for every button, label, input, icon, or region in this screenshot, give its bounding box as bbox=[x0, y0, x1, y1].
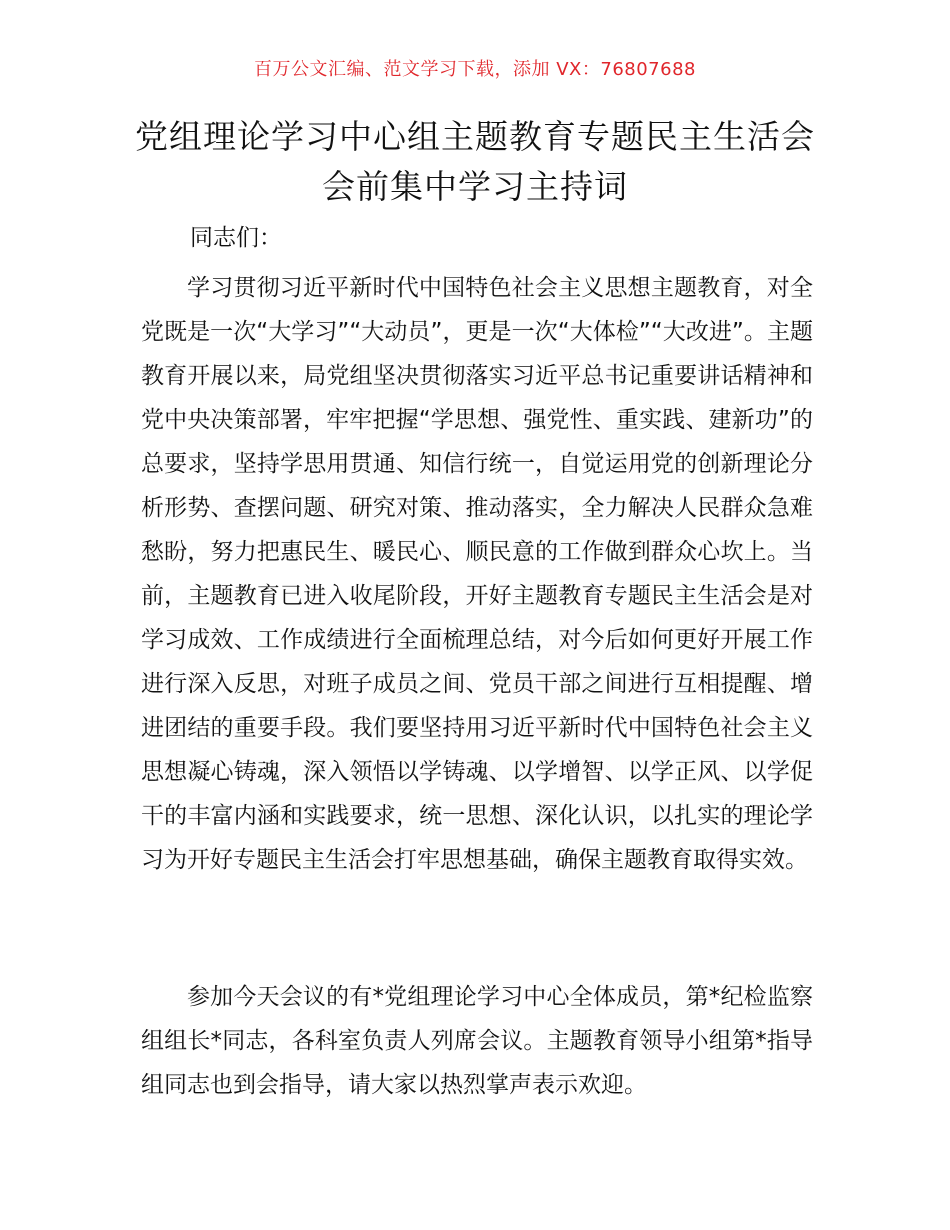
header-banner: 百万公文汇编、范文学习下载，添加 VX：76807688 bbox=[254, 59, 696, 80]
body-paragraph-1: 学习贯彻习近平新时代中国特色社会主义思想主题教育，对全党既是一次“大学习”“大动员”，更是一次“大体检”“大改进”。主题教育开展以来，局党组坚决贯彻落实习近平总书记重要讲话精神和党中央决策部署，牢牢把握“学思想、强党性、重实践、建新功”的总要求，坚持学思用贯通、知信行统一，自觉运用党的创新理论分析形势、查摆问题、研究对策、推动落实，全力解决人民群众急难愁盼，努力把惠民生、暖民心、顺民意的工作做到群众心坎上。当前，主题教育已进入收尾阶段，开好主题教育专题民主生活会是对学习成效、工作成绩进行全面梳理总结，对今后如何更好开展工作进行深入反思，对班子成员之间、党员干部之间进行互相提醒、增进团结的重要手段。我们要坚持用习近平新时代中国特色社会主义思想凝心铸魂，深入领悟以学铸魂、以学增智、以学正风、以学促干的丰富内涵和实践要求，统一思想、深化认识，以扎实的理论学习为开好专题民主生活会打牢思想基础，确保主题教育取得实效。 bbox=[141, 275, 813, 873]
body-paragraph-2: 参加今天会议的有*党组理论学习中心全体成员，第*纪检监察组组长*同志，各科室负责人列席会议。主题教育领导小组第*指导组同志也到会指导，请大家以热烈掌声表示欢迎。 bbox=[141, 984, 813, 1098]
title-line-2: 会前集中学习主持词 bbox=[322, 167, 628, 206]
greeting: 同志们： bbox=[190, 225, 282, 251]
title-line-1: 党组理论学习中心组主题教育专题民主生活会 bbox=[135, 117, 815, 156]
document-title bbox=[100, 112, 850, 212]
